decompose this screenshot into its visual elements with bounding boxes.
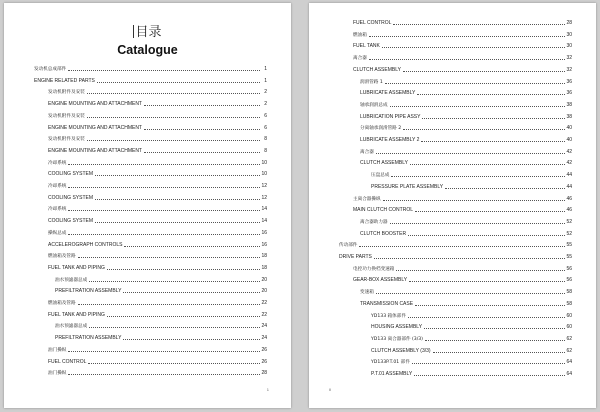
toc-dot-leader bbox=[68, 373, 260, 375]
toc-entry-page: 20 bbox=[261, 276, 267, 283]
toc-dot-leader bbox=[68, 209, 260, 211]
toc-dot-leader bbox=[369, 35, 565, 37]
toc-entry-page: 42 bbox=[566, 148, 572, 155]
toc-entry-page: 62 bbox=[566, 347, 572, 354]
toc-dot-leader bbox=[369, 58, 565, 60]
toc-entry-title: 油水预滤器总成 bbox=[55, 277, 88, 283]
toc-dot-leader bbox=[376, 292, 565, 294]
toc-entry-title: LUBRICATE ASSEMBLY bbox=[360, 90, 416, 97]
toc-entry-page: 60 bbox=[566, 324, 572, 331]
toc-dot-leader bbox=[89, 326, 260, 328]
toc-entry-page: 14 bbox=[261, 218, 267, 225]
toc-entry-page: 64 bbox=[566, 371, 572, 377]
toc-dot-leader bbox=[390, 222, 565, 224]
toc-entry[interactable] bbox=[353, 40, 572, 49]
toc-entry[interactable] bbox=[48, 98, 267, 107]
toc-dot-leader bbox=[107, 268, 260, 270]
toc-entry-title: 离合器 bbox=[353, 56, 367, 62]
toc-entry-page: 1 bbox=[264, 66, 267, 72]
toc-dot-leader bbox=[359, 245, 565, 247]
toc-entry[interactable] bbox=[360, 157, 572, 166]
toc-dot-leader bbox=[408, 316, 565, 318]
toc-entry-title: YD133P.T.01 部件 bbox=[371, 360, 410, 366]
document-subtitle: Catalogue bbox=[117, 43, 178, 57]
toc-entry[interactable] bbox=[48, 356, 267, 365]
toc-dot-leader bbox=[385, 82, 565, 84]
toc-dot-leader bbox=[424, 327, 565, 329]
toc-entry-page: 2 bbox=[264, 101, 267, 108]
toc-dot-leader bbox=[414, 374, 565, 376]
toc-entry-title: 润滑管路 1 bbox=[360, 79, 383, 85]
toc-entry[interactable] bbox=[360, 111, 572, 120]
toc-entry-title: 燃油箱及管路 bbox=[48, 254, 76, 260]
toc-entry-title: 冷却系统 bbox=[48, 207, 67, 213]
toc-entry[interactable] bbox=[371, 356, 572, 365]
toc-dot-leader bbox=[408, 234, 565, 236]
toc-entry-title: ENGINE MOUNTING AND ATTACHMENT bbox=[48, 124, 142, 131]
toc-entry-page: 18 bbox=[261, 253, 267, 260]
toc-entry-title: CLUTCH ASSEMBLY bbox=[353, 66, 401, 73]
toc-dot-leader bbox=[417, 93, 565, 95]
toc-entry[interactable] bbox=[353, 17, 572, 26]
toc-entry-title: 分离轴承润滑管路 2 bbox=[360, 126, 402, 132]
toc-entry[interactable] bbox=[34, 63, 267, 72]
toc-entry[interactable] bbox=[48, 180, 267, 189]
toc-entry-page: 64 bbox=[566, 359, 572, 366]
toc-entry[interactable] bbox=[339, 251, 572, 260]
toc-dot-leader bbox=[422, 117, 565, 119]
toc-entry-title: LUBRICATION PIPE ASSY bbox=[360, 113, 421, 120]
toc-entry-title: 传动部件 bbox=[339, 243, 358, 249]
toc-entry-title: DRIVE PARTS bbox=[339, 254, 372, 260]
toc-entry[interactable] bbox=[360, 286, 572, 295]
toc-entry-title: 发动机总成部件 bbox=[34, 67, 67, 72]
toc-entry-title: YD133 箱体部件 bbox=[371, 313, 406, 319]
toc-entry-page: 28 bbox=[566, 20, 572, 26]
toc-entry-page: 30 bbox=[566, 31, 572, 38]
toc-entry[interactable] bbox=[360, 122, 572, 131]
toc-entry-page: 44 bbox=[566, 172, 572, 179]
toc-entry-page: 18 bbox=[261, 264, 267, 271]
toc-entry-title: MAIN CLUTCH CONTROL bbox=[353, 207, 414, 214]
toc-entry-title: 主离合器操纵 bbox=[353, 196, 381, 202]
toc-entry-page: 32 bbox=[566, 66, 572, 73]
toc-entry[interactable] bbox=[353, 193, 572, 202]
toc-entry-page: 60 bbox=[566, 312, 572, 319]
toc-entry-title: ENGINE MOUNTING AND ATTACHMENT bbox=[48, 147, 142, 154]
toc-entry[interactable] bbox=[55, 320, 267, 329]
toc-entry-page: 52 bbox=[566, 218, 572, 225]
page-number-left: 1 bbox=[266, 387, 269, 392]
toc-entry-page: 46 bbox=[566, 195, 572, 202]
toc-dot-leader bbox=[87, 139, 260, 141]
toc-dot-leader bbox=[410, 163, 565, 165]
toc-entry-title: ENGINE MOUNTING AND ATTACHMENT bbox=[48, 101, 142, 108]
toc-entry-page: 32 bbox=[566, 55, 572, 62]
toc-entry[interactable] bbox=[48, 110, 267, 119]
toc-entry-title: 离合器助力器 bbox=[360, 219, 388, 225]
toc-entry-title: 电控功力换档变速箱 bbox=[353, 266, 395, 272]
toc-dot-leader bbox=[445, 187, 565, 189]
toc-entry-title: PREFILTRATION ASSEMBLY bbox=[55, 288, 122, 295]
toc-entry-page: 62 bbox=[566, 335, 572, 342]
toc-entry[interactable] bbox=[48, 309, 267, 318]
toc-entry-title: LUBRICATE ASSEMBLY 2 bbox=[360, 137, 420, 143]
toc-entry-title: HOUSING ASSEMBLY bbox=[371, 324, 423, 331]
toc-dot-leader bbox=[95, 174, 260, 176]
toc-entry-title: 操纵总成 bbox=[48, 230, 67, 236]
toc-entry-title: FUEL CONTROL bbox=[353, 20, 392, 26]
toc-dot-leader bbox=[421, 140, 565, 142]
toc-entry-page: 58 bbox=[566, 300, 572, 307]
toc-entry[interactable] bbox=[353, 204, 572, 213]
toc-entry-title: CLUTCH ASSEMBLY bbox=[360, 160, 408, 167]
toc-dot-leader bbox=[390, 105, 565, 107]
toc-entry-page: 10 bbox=[261, 159, 267, 166]
toc-entry[interactable] bbox=[360, 216, 572, 225]
toc-dot-leader bbox=[87, 92, 260, 94]
toc-dot-leader bbox=[403, 70, 565, 72]
toc-entry-title: CLUTCH ASSEMBLY (3/3) bbox=[371, 347, 431, 354]
toc-entry[interactable] bbox=[353, 29, 572, 38]
toc-entry-title: 压盘总成 bbox=[371, 173, 390, 179]
toc-entry-title: ACCELEROGRAPH CONTROLS bbox=[48, 241, 123, 248]
toc-entry-title: COOLING SYSTEM bbox=[48, 194, 94, 201]
toc-dot-leader bbox=[97, 81, 260, 83]
toc-entry-page: 26 bbox=[261, 346, 267, 353]
toc-dot-leader bbox=[68, 186, 260, 188]
toc-entry[interactable] bbox=[360, 99, 572, 108]
toc-entry[interactable] bbox=[48, 215, 267, 224]
toc-entry[interactable] bbox=[48, 344, 267, 353]
toc-entry[interactable] bbox=[48, 367, 267, 376]
toc-entry-title: 发动机附件及安装 bbox=[48, 113, 85, 119]
toc-entry-page: 12 bbox=[261, 183, 267, 189]
toc-dot-leader bbox=[415, 210, 565, 212]
toc-entry-page: 42 bbox=[566, 160, 572, 167]
toc-entry-page: 24 bbox=[261, 335, 267, 342]
toc-dot-leader bbox=[78, 303, 260, 305]
toc-entry[interactable] bbox=[353, 64, 572, 73]
toc-dot-leader bbox=[425, 339, 565, 341]
toc-entry[interactable] bbox=[339, 239, 572, 248]
toc-entry-page: 6 bbox=[264, 112, 267, 119]
toc-entry-page: 38 bbox=[566, 113, 572, 120]
toc-entry[interactable] bbox=[360, 298, 572, 307]
toc-entry[interactable] bbox=[55, 332, 267, 341]
toc-entry-title: PREFILTRATION ASSEMBLY bbox=[55, 335, 122, 342]
toc-entry-page: 8 bbox=[264, 136, 267, 143]
toc-entry-page: 2 bbox=[264, 89, 267, 96]
toc-entry-page: 36 bbox=[566, 78, 572, 85]
toc-entry-title: CLUTCH BOOSTER bbox=[360, 230, 407, 237]
toc-dot-leader bbox=[374, 257, 565, 259]
toc-dot-leader bbox=[383, 199, 565, 201]
toc-entry[interactable] bbox=[55, 285, 267, 294]
toc-entry-page: 6 bbox=[264, 124, 267, 131]
toc-dot-leader bbox=[403, 128, 565, 130]
toc-entry-page: 22 bbox=[261, 300, 267, 306]
toc-dot-leader bbox=[409, 280, 565, 282]
toc-entry-title: 燃油箱及管路 bbox=[48, 301, 76, 306]
toc-dot-leader bbox=[433, 351, 565, 353]
toc-entry-page: 14 bbox=[261, 206, 267, 213]
toc-entry-page: 40 bbox=[566, 137, 572, 143]
toc-page-left bbox=[4, 3, 291, 408]
toc-entry-page: 16 bbox=[261, 241, 267, 248]
toc-entry-page: 36 bbox=[566, 90, 572, 97]
toc-dot-leader bbox=[376, 152, 565, 154]
toc-entry-title: COOLING SYSTEM bbox=[48, 218, 94, 225]
toc-entry-title: FUEL CONTROL bbox=[48, 358, 87, 365]
page-number-right: II bbox=[329, 387, 332, 392]
toc-entry-page: 1 bbox=[264, 77, 267, 84]
toc-entry-page: 22 bbox=[261, 311, 267, 318]
toc-entry-title: FUEL TANK AND PIPING bbox=[48, 264, 105, 271]
toc-dot-leader bbox=[68, 69, 260, 71]
toc-entry-page: 16 bbox=[261, 229, 267, 236]
toc-entry-page: 10 bbox=[261, 171, 267, 178]
toc-dot-leader bbox=[144, 151, 260, 153]
toc-dot-leader bbox=[412, 362, 565, 364]
toc-entry-page: 52 bbox=[566, 230, 572, 237]
toc-entry[interactable] bbox=[48, 203, 267, 212]
toc-entry-page: 24 bbox=[261, 323, 267, 330]
toc-entry[interactable] bbox=[48, 133, 267, 142]
toc-dot-leader bbox=[68, 350, 260, 352]
toc-entry[interactable] bbox=[360, 228, 572, 237]
toc-page-right bbox=[309, 3, 596, 408]
toc-entry-title: 油水预滤器总成 bbox=[55, 324, 88, 330]
toc-dot-leader bbox=[391, 175, 565, 177]
toc-entry-title: P.T.01 ASSEMBLY bbox=[371, 371, 413, 377]
toc-entry[interactable] bbox=[48, 168, 267, 177]
toc-entry-title: FUEL TANK bbox=[353, 43, 380, 50]
toc-entry[interactable] bbox=[353, 263, 572, 272]
toc-entry-title: YD133 离合器部件 (3/3) bbox=[371, 336, 423, 342]
toc-entry-page: 20 bbox=[261, 288, 267, 295]
toc-entry-page: 8 bbox=[264, 147, 267, 154]
toc-entry-title: 冷却系统 bbox=[48, 184, 67, 189]
toc-dot-leader bbox=[393, 23, 565, 25]
toc-entry[interactable] bbox=[371, 310, 572, 319]
toc-entry-page: 30 bbox=[566, 43, 572, 50]
toc-dot-leader bbox=[415, 304, 565, 306]
toc-entry-title: 油门操纵 bbox=[48, 347, 67, 353]
toc-entry[interactable] bbox=[360, 146, 572, 155]
toc-entry[interactable] bbox=[360, 87, 572, 96]
toc-entry-page: 40 bbox=[566, 125, 572, 132]
toc-entry-page: 58 bbox=[566, 289, 572, 296]
toc-entry-title: COOLING SYSTEM bbox=[48, 171, 94, 178]
toc-entry[interactable] bbox=[48, 227, 267, 236]
toc-entry-page: 38 bbox=[566, 101, 572, 108]
toc-entry[interactable] bbox=[353, 52, 572, 61]
toc-entry-title: PRESSURE PLATE ASSEMBLY bbox=[371, 183, 444, 190]
toc-entry-page: 12 bbox=[261, 194, 267, 201]
toc-entry-page: 26 bbox=[261, 358, 267, 365]
toc-dot-leader bbox=[88, 362, 260, 364]
toc-dot-leader bbox=[144, 104, 260, 106]
document-title-text: 目录 bbox=[135, 25, 162, 40]
toc-entry[interactable] bbox=[360, 76, 572, 85]
toc-entry[interactable] bbox=[48, 239, 267, 248]
toc-entry-page: 46 bbox=[566, 207, 572, 214]
toc-entry-title: FUEL TANK AND PIPING bbox=[48, 311, 105, 318]
toc-entry[interactable] bbox=[48, 157, 267, 166]
toc-dot-leader bbox=[123, 291, 260, 293]
toc-dot-leader bbox=[396, 269, 565, 271]
toc-dot-leader bbox=[78, 256, 260, 258]
toc-entry-page: 28 bbox=[261, 370, 267, 377]
toc-entry[interactable] bbox=[48, 192, 267, 201]
toc-entry-title: GEAR-BOX ASSEMBLY bbox=[353, 277, 408, 284]
toc-entry[interactable] bbox=[48, 122, 267, 131]
toc-entry-title: ENGINE RELATED PARTS bbox=[34, 77, 95, 84]
toc-entry[interactable] bbox=[48, 262, 267, 271]
toc-entry-page: 55 bbox=[566, 242, 572, 249]
toc-dot-leader bbox=[95, 198, 260, 200]
toc-entry-page: 56 bbox=[566, 265, 572, 272]
toc-entry-title: TRANSMISSION CASE bbox=[360, 300, 414, 307]
toc-entry-title: 轴承润滑总成 bbox=[360, 102, 388, 108]
toc-entry[interactable] bbox=[371, 181, 572, 190]
toc-entry[interactable] bbox=[55, 274, 267, 283]
toc-entry[interactable] bbox=[371, 345, 572, 354]
toc-entry[interactable] bbox=[371, 333, 572, 342]
toc-dot-leader bbox=[124, 245, 260, 247]
toc-entry-page: 56 bbox=[566, 277, 572, 284]
toc-entry[interactable] bbox=[48, 297, 267, 306]
toc-dot-leader bbox=[107, 315, 260, 317]
toc-entry-title: 燃油箱 bbox=[353, 32, 367, 38]
toc-dot-leader bbox=[144, 128, 260, 130]
document-title bbox=[4, 21, 291, 40]
toc-entry-title: 发动机附件及安装 bbox=[48, 90, 85, 96]
toc-entry[interactable] bbox=[371, 169, 572, 178]
toc-entry-title: 变速箱 bbox=[360, 290, 374, 296]
toc-entry[interactable] bbox=[48, 86, 267, 95]
toc-entry[interactable] bbox=[360, 134, 572, 143]
toc-dot-leader bbox=[95, 221, 260, 223]
toc-entry-title: 冷却系统 bbox=[48, 160, 67, 166]
toc-entry[interactable] bbox=[353, 274, 572, 283]
toc-dot-leader bbox=[123, 338, 260, 340]
toc-entry-title: 离合器 bbox=[360, 149, 374, 155]
toc-entry[interactable] bbox=[48, 145, 267, 154]
toc-entry-page: 55 bbox=[566, 254, 572, 260]
toc-entry[interactable] bbox=[34, 75, 267, 84]
toc-entry-title: 油门操纵 bbox=[48, 371, 67, 377]
toc-dot-leader bbox=[87, 116, 260, 118]
toc-dot-leader bbox=[382, 46, 565, 48]
toc-entry-title: 发动机附件及安装 bbox=[48, 137, 85, 143]
toc-entry[interactable] bbox=[371, 368, 572, 377]
toc-dot-leader bbox=[89, 280, 260, 282]
toc-dot-leader bbox=[68, 163, 260, 165]
toc-entry[interactable] bbox=[371, 321, 572, 330]
toc-dot-leader bbox=[68, 233, 260, 235]
toc-entry[interactable] bbox=[48, 250, 267, 259]
toc-entry-page: 44 bbox=[566, 183, 572, 190]
